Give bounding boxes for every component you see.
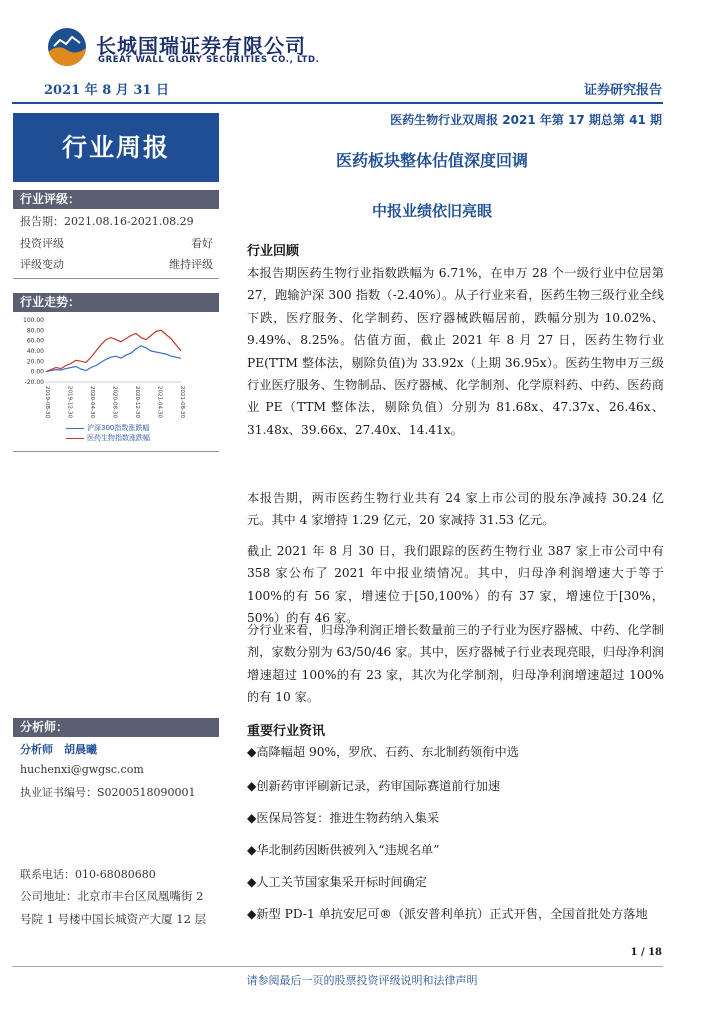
report-subtitle: 中报业绩依旧亮眼	[371, 202, 492, 220]
company-name-en: GREAT WALL GLORY SECURITIES CO., LTD.	[98, 55, 320, 65]
investment-rating-label: 投资评级	[20, 237, 64, 250]
y-tick-label: 0.00	[30, 368, 44, 376]
news-item: ◆华北制药因断供被列入“违规名单”	[247, 843, 440, 857]
earnings-paragraph: 截止 2021 年 8 月 30 日，我们跟踪的医药生物行业 387 家上市公司中有 358 家公布了 2021 年中报业绩情况。其中，归母净利润增速大于等于 100%的有 56 家，增速位于[50,100%）的有 37 家，增速位于[30%，50%）的有 46 家。	[247, 544, 664, 626]
legal-disclaimer: 请参阅最后一页的股票投资评级说明和法律声明	[246, 974, 478, 987]
analyst-name: 分析师 胡晨曦	[20, 743, 97, 756]
y-tick-label: 60.00	[26, 337, 44, 345]
x-tick-label: 2019-12-30	[66, 386, 73, 418]
y-tick-label: 20.00	[26, 358, 44, 366]
y-tick-label: -20.00	[24, 379, 44, 386]
review-section-header: 行业回顾	[247, 244, 300, 259]
news-section-header: 重要行业资讯	[247, 724, 326, 739]
x-tick-label: 2019-08-30	[44, 386, 50, 418]
x-tick-label: 2020-12-30	[134, 386, 140, 418]
report-period: 报告期：2021.08.16-2021.08.29	[20, 215, 194, 228]
report-title: 医药板块整体估值深度回调	[335, 151, 528, 170]
report-type: 证券研究报告	[583, 83, 662, 98]
rating-section-header: 行业评级：	[13, 190, 219, 209]
news-item: ◆医保局答复：推进生物药纳入集采	[247, 811, 440, 825]
legend-item-pharma: 医药生物指数涨跌幅	[66, 433, 150, 443]
news-item: ◆创新药审评刷新记录，药审国际赛道前行加速	[247, 779, 501, 793]
x-tick-label: 2020-08-30	[111, 386, 118, 418]
analyst-section-header: 分析师：	[13, 718, 219, 737]
page-number: 1 / 18	[630, 947, 662, 958]
sidebar-divider	[13, 451, 219, 452]
company-logo-icon	[48, 28, 86, 66]
rating-change-value: 维持评级	[169, 258, 213, 271]
footer-divider	[12, 966, 663, 967]
x-tick-label: 2021-08-30	[179, 386, 185, 418]
sidebar-divider	[13, 278, 219, 279]
investment-rating-value: 看好	[191, 237, 213, 250]
analyst-license: 执业证书编号：S0200518090001	[20, 786, 196, 799]
contact-phone: 联系电话：010-68080680	[20, 868, 156, 881]
report-subheading: 医药生物行业双周报 2021 年第 17 期总第 41 期	[390, 113, 662, 127]
y-tick-label: 80.00	[26, 327, 44, 335]
report-date: 2021 年 8 月 31 日	[44, 83, 169, 98]
chart-legend	[66, 423, 150, 443]
trend-section-header: 行业走势：	[13, 293, 219, 312]
weekly-report-banner: 行业周报	[13, 113, 219, 182]
news-item: ◆新型 PD-1 单抗安尼可®（派安普利单抗）正式开售，全国首批处方落地	[247, 907, 648, 921]
y-tick-label: 40.00	[26, 348, 44, 355]
hs300-series-line	[46, 346, 181, 372]
analyst-email[interactable]: huchenxi@gwgsc.com	[20, 763, 144, 776]
x-tick-label: 2021-04-30	[156, 386, 163, 418]
rating-change-label: 评级变动	[20, 258, 64, 271]
pharma-series-line	[46, 330, 181, 371]
y-tick-label: 100.00	[23, 317, 44, 324]
shareholding-paragraph: 本报告期，两市医药生物行业共有 24 家上市公司的股东净减持 30.24 亿元。其中 4 家增持 1.29 亿元，20 家减持 31.53 亿元。	[247, 491, 664, 528]
subsector-paragraph: 分行业来看，归母净利润正增长数量前三的子行业为医疗器械、中药、化学制剂，家数分别为 63/50/46 家。其中，医疗器械子行业表现亮眼，归母净利润增速超过 100%的有 23 家，其次为化学制剂，归母净利润增速超过 100%的有 10 家。	[247, 623, 664, 705]
news-item: ◆高降幅超 90%，罗欣、石药、东北制药领衔中选	[247, 745, 519, 759]
company-address: 公司地址：北京市丰台区凤凰嘴街 2 号院 1 号楼中国长城资产大厦 12 层	[20, 889, 207, 926]
legend-item-hs300: 沪深300指数涨跌幅	[66, 423, 150, 433]
review-paragraph: 本报告期医药生物行业指数跌幅为 6.71%，在申万 28 个一级行业中位居第 27，跑输沪深 300 指数（-2.40%）。从子行业来看，医药生物三级行业全线下跌，医疗服务、化学制药、医疗器械跌幅居前，跌幅分别为 10.02%、9.49%、8.25%。估值方面，截止 2021 年 8 月 27 日，医药生物行业 PE(TTM 整体法，剔除负值)为 33.92x（上期 36.95x）。医药生物申万三级行业医疗服务、生物制品、医疗器械、化学制剂、化学原料药、中药、医药商业 PE（TTM 整体法，剔除负值）分别为 81.68x、47.37x、26.46x、31.48x、39.66x、27.40x、14.41x。	[247, 266, 664, 437]
x-tick-label: 2020-04-30	[89, 386, 95, 418]
company-name-cn: 长城国瑞证券有限公司	[96, 34, 306, 58]
news-item: ◆人工关节国家集采开标时间确定	[247, 875, 427, 889]
header-divider	[12, 102, 663, 104]
